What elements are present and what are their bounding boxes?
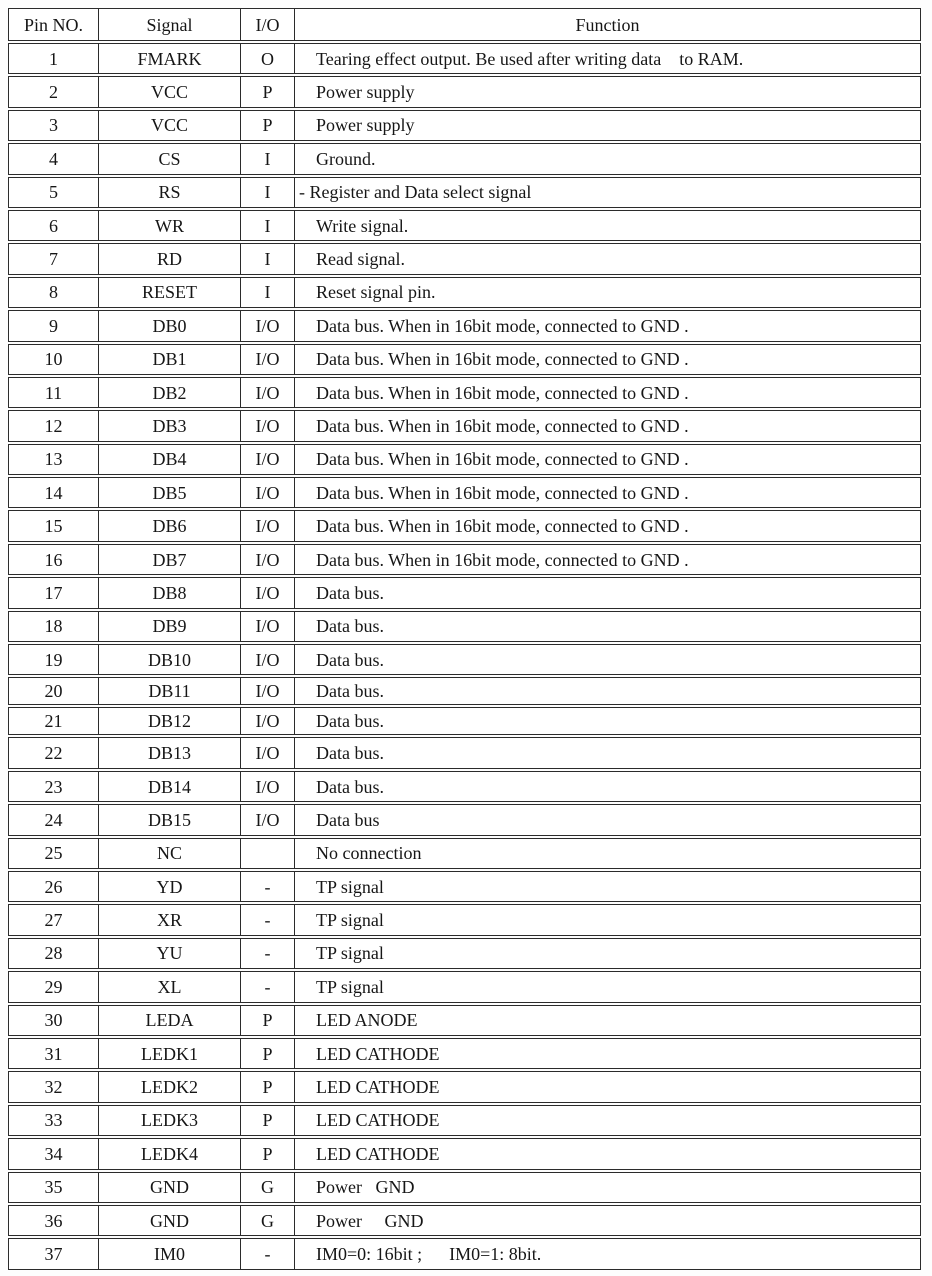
io-cell: O — [240, 44, 294, 73]
pin-cell: 16 — [44, 549, 63, 570]
signal-cell: LEDK3 — [98, 1106, 240, 1135]
table-row — [8, 644, 921, 675]
table-row — [8, 804, 921, 835]
io-cell: I — [240, 244, 294, 273]
function-cell: LED ANODE — [294, 1006, 920, 1035]
io-cell: P — [240, 111, 294, 140]
io-cell: P — [240, 1039, 294, 1068]
signal-cell: LEDK4 — [98, 1139, 240, 1168]
function-cell: Data bus. — [294, 645, 920, 674]
function-cell: Reset signal pin. — [294, 278, 920, 307]
table-header-row — [8, 8, 921, 41]
function-cell: LED CATHODE — [294, 1106, 920, 1135]
io-cell: P — [240, 1072, 294, 1101]
function-cell: Data bus. — [294, 612, 920, 641]
table-row — [8, 510, 921, 541]
signal-cell: DB9 — [98, 612, 240, 641]
pin-cell: 9 — [49, 315, 58, 336]
io-cell: I/O — [240, 772, 294, 801]
pin-cell: 32 — [44, 1077, 63, 1098]
function-cell: Tearing effect output. Be used after writing data to RAM. — [294, 44, 920, 73]
function-cell: Data bus. When in 16bit mode, connected to GND . — [294, 378, 920, 407]
table-row — [8, 971, 921, 1002]
table-row — [8, 771, 921, 802]
pin-cell: 29 — [44, 976, 63, 997]
function-cell: LED CATHODE — [294, 1139, 920, 1168]
io-cell: I/O — [240, 445, 294, 474]
pin-cell: 15 — [44, 516, 63, 537]
signal-cell: GND — [98, 1206, 240, 1235]
signal-cell: VCC — [98, 77, 240, 106]
table-row — [8, 904, 921, 935]
table-row — [8, 871, 921, 902]
signal-cell: DB5 — [98, 478, 240, 507]
header-io: I/O — [240, 9, 294, 40]
signal-cell: RS — [98, 178, 240, 207]
pin-cell: 20 — [44, 681, 63, 702]
pin-cell: 22 — [44, 743, 63, 764]
table-row — [8, 444, 921, 475]
header-pin-no: Pin NO. — [23, 14, 83, 35]
io-cell: I/O — [240, 411, 294, 440]
pin-cell: 21 — [44, 711, 63, 732]
io-cell: I — [240, 278, 294, 307]
function-cell: LED CATHODE — [294, 1039, 920, 1068]
signal-cell: VCC — [98, 111, 240, 140]
signal-cell: GND — [98, 1173, 240, 1202]
signal-cell: LEDK1 — [98, 1039, 240, 1068]
function-cell: Data bus. — [294, 578, 920, 607]
function-cell: LED CATHODE — [294, 1072, 920, 1101]
io-cell: I/O — [240, 738, 294, 767]
table-row — [8, 611, 921, 642]
table-row — [8, 707, 921, 735]
table-row — [8, 544, 921, 575]
pin-cell: 34 — [44, 1143, 63, 1164]
signal-cell: YU — [98, 939, 240, 968]
function-cell: Data bus. When in 16bit mode, connected to GND . — [294, 478, 920, 507]
pin-cell: 13 — [44, 449, 63, 470]
io-cell: I/O — [240, 378, 294, 407]
function-cell: Data bus. When in 16bit mode, connected to GND . — [294, 345, 920, 374]
pin-cell: 37 — [44, 1243, 63, 1264]
table-row — [8, 938, 921, 969]
function-cell: Ground. — [294, 144, 920, 173]
signal-cell: IM0 — [98, 1239, 240, 1268]
io-cell: I/O — [240, 478, 294, 507]
function-cell: TP signal — [294, 972, 920, 1001]
signal-cell: DB13 — [98, 738, 240, 767]
io-cell: P — [240, 1139, 294, 1168]
signal-cell: FMARK — [98, 44, 240, 73]
function-cell: Data bus. — [294, 678, 920, 704]
function-cell: Write signal. — [294, 211, 920, 240]
pin-cell: 5 — [49, 182, 58, 203]
table-row — [8, 1071, 921, 1102]
header-signal: Signal — [98, 9, 240, 40]
pin-cell: 18 — [44, 616, 63, 637]
table-row — [8, 477, 921, 508]
function-cell: IM0=0: 16bit ; IM0=1: 8bit. — [294, 1239, 920, 1268]
table-row — [8, 1205, 921, 1236]
table-row — [8, 43, 921, 74]
pin-cell: 11 — [44, 382, 63, 403]
signal-cell: DB12 — [98, 708, 240, 734]
function-cell: Power GND — [294, 1173, 920, 1202]
signal-cell: DB4 — [98, 445, 240, 474]
pin-cell: 10 — [44, 349, 63, 370]
io-cell: - — [240, 905, 294, 934]
function-cell: Data bus. When in 16bit mode, connected to GND . — [294, 311, 920, 340]
table-row — [8, 243, 921, 274]
pin-cell: 2 — [49, 82, 58, 103]
table-row — [8, 1105, 921, 1136]
pin-cell: 36 — [44, 1210, 63, 1231]
pin-cell: 17 — [44, 582, 63, 603]
signal-cell: DB3 — [98, 411, 240, 440]
io-cell: I — [240, 144, 294, 173]
io-cell: - — [240, 1239, 294, 1268]
table-row — [8, 737, 921, 768]
signal-cell: YD — [98, 872, 240, 901]
io-cell: I/O — [240, 805, 294, 834]
function-cell: Data bus. — [294, 738, 920, 767]
io-cell: I/O — [240, 678, 294, 704]
function-cell: Read signal. — [294, 244, 920, 273]
io-cell: I/O — [240, 545, 294, 574]
table-row — [8, 838, 921, 869]
signal-cell: RESET — [98, 278, 240, 307]
table-row — [8, 1038, 921, 1069]
pin-cell: 26 — [44, 876, 63, 897]
pin-cell: 27 — [44, 910, 63, 931]
pin-cell: 7 — [49, 249, 58, 270]
table-row — [8, 310, 921, 341]
io-cell: - — [240, 872, 294, 901]
table-row — [8, 577, 921, 608]
io-cell: I — [240, 211, 294, 240]
io-cell — [240, 839, 294, 868]
function-cell: No connection — [294, 839, 920, 868]
function-cell: Power supply — [294, 111, 920, 140]
signal-cell: RD — [98, 244, 240, 273]
function-cell: Data bus. — [294, 772, 920, 801]
function-cell: Data bus. When in 16bit mode, connected to GND . — [294, 411, 920, 440]
function-cell: - Register and Data select signal — [294, 178, 920, 207]
io-cell: G — [240, 1173, 294, 1202]
function-cell: TP signal — [294, 939, 920, 968]
pin-cell: 25 — [44, 843, 63, 864]
signal-cell: DB11 — [98, 678, 240, 704]
pin-cell: 35 — [44, 1177, 63, 1198]
pin-cell: 31 — [44, 1043, 63, 1064]
function-cell: Data bus. When in 16bit mode, connected to GND . — [294, 445, 920, 474]
function-cell: Power GND — [294, 1206, 920, 1235]
io-cell: I/O — [240, 612, 294, 641]
pin-cell: 30 — [44, 1010, 63, 1031]
table-row — [8, 1005, 921, 1036]
io-cell: P — [240, 1006, 294, 1035]
pin-cell: 33 — [44, 1110, 63, 1131]
pin-cell: 24 — [44, 809, 63, 830]
table-row — [8, 110, 921, 141]
io-cell: I/O — [240, 708, 294, 734]
table-row — [8, 143, 921, 174]
pin-cell: 1 — [49, 48, 58, 69]
pin-cell: 28 — [44, 943, 63, 964]
function-cell: Data bus — [294, 805, 920, 834]
pin-cell: 14 — [44, 482, 63, 503]
signal-cell: DB2 — [98, 378, 240, 407]
pin-cell: 6 — [49, 215, 58, 236]
table-row — [8, 1238, 921, 1269]
table-row — [8, 1138, 921, 1169]
io-cell: P — [240, 77, 294, 106]
io-cell: P — [240, 1106, 294, 1135]
table-row — [8, 277, 921, 308]
pin-description-table — [8, 8, 921, 1270]
pin-cell: 23 — [44, 776, 63, 797]
function-cell: Power supply — [294, 77, 920, 106]
signal-cell: DB10 — [98, 645, 240, 674]
table-row — [8, 377, 921, 408]
table-row — [8, 410, 921, 441]
header-function: Function — [294, 9, 920, 40]
function-cell: Data bus. When in 16bit mode, connected to GND . — [294, 545, 920, 574]
signal-cell: DB14 — [98, 772, 240, 801]
signal-cell: XL — [98, 972, 240, 1001]
io-cell: I — [240, 178, 294, 207]
function-cell: Data bus. — [294, 708, 920, 734]
pin-cell: 8 — [49, 282, 58, 303]
table-row — [8, 210, 921, 241]
signal-cell: LEDK2 — [98, 1072, 240, 1101]
pin-cell: 4 — [49, 148, 58, 169]
signal-cell: XR — [98, 905, 240, 934]
signal-cell: DB7 — [98, 545, 240, 574]
signal-cell: DB1 — [98, 345, 240, 374]
pin-cell: 12 — [44, 415, 63, 436]
function-cell: TP signal — [294, 872, 920, 901]
signal-cell: NC — [98, 839, 240, 868]
signal-cell: CS — [98, 144, 240, 173]
io-cell: I/O — [240, 311, 294, 340]
table-row — [8, 677, 921, 705]
function-cell: TP signal — [294, 905, 920, 934]
pin-cell: 3 — [49, 115, 58, 136]
signal-cell: DB15 — [98, 805, 240, 834]
io-cell: G — [240, 1206, 294, 1235]
table-row — [8, 177, 921, 208]
table-row — [8, 76, 921, 107]
signal-cell: DB6 — [98, 511, 240, 540]
io-cell: I/O — [240, 511, 294, 540]
function-cell: Data bus. When in 16bit mode, connected to GND . — [294, 511, 920, 540]
signal-cell: LEDA — [98, 1006, 240, 1035]
signal-cell: WR — [98, 211, 240, 240]
pin-cell: 19 — [44, 649, 63, 670]
io-cell: I/O — [240, 578, 294, 607]
signal-cell: DB8 — [98, 578, 240, 607]
io-cell: I/O — [240, 345, 294, 374]
table-row — [8, 344, 921, 375]
signal-cell: DB0 — [98, 311, 240, 340]
table-row — [8, 1172, 921, 1203]
io-cell: - — [240, 972, 294, 1001]
io-cell: I/O — [240, 645, 294, 674]
io-cell: - — [240, 939, 294, 968]
